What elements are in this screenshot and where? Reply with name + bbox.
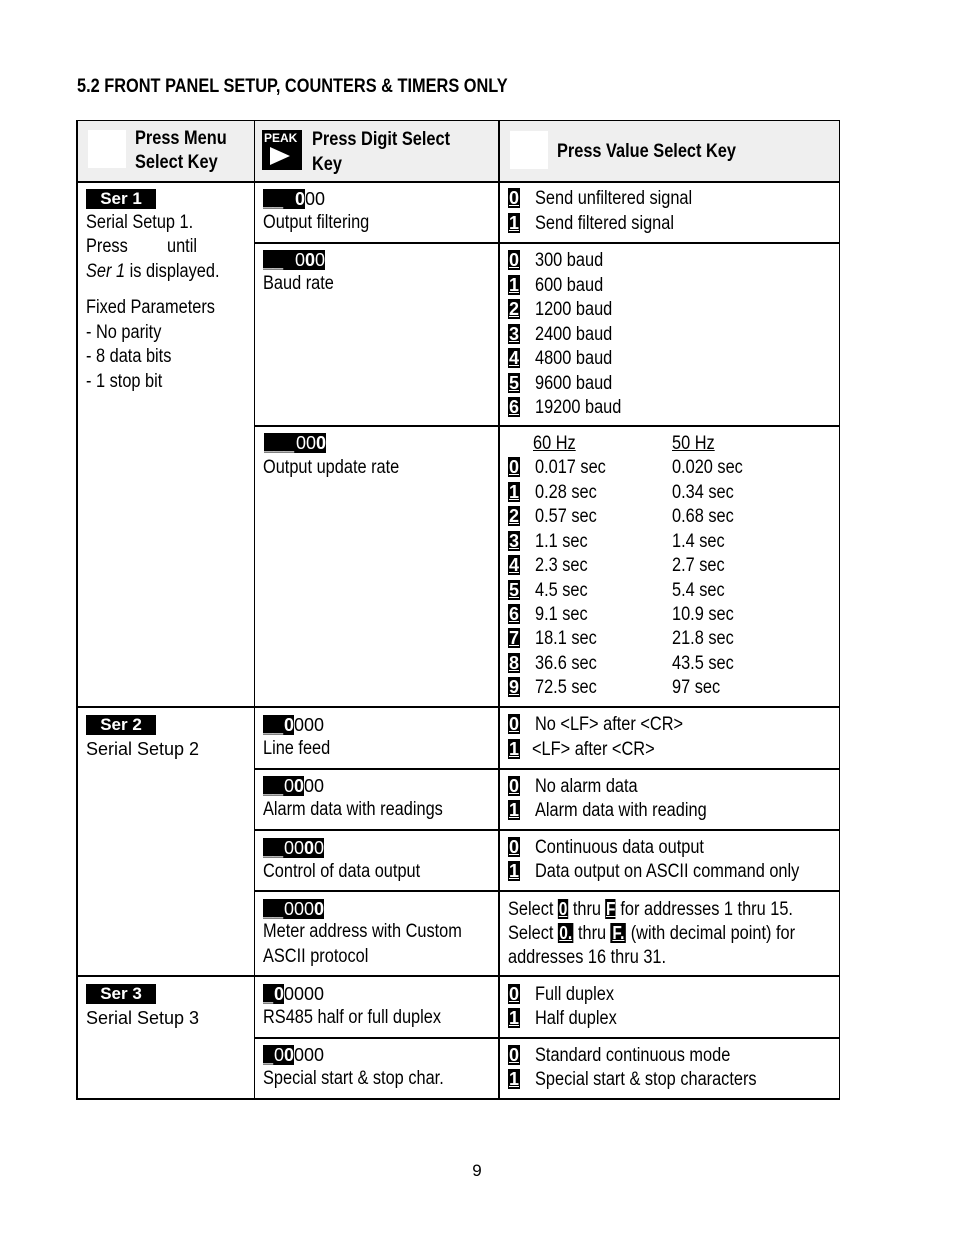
value-60hz: 2.3 sec — [535, 555, 588, 576]
value-digit: 2 — [508, 299, 519, 319]
value-label: 19200 baud — [535, 397, 622, 418]
value-option — [508, 860, 800, 885]
value-digit: 0 — [508, 188, 519, 208]
header-col2-line2: Key — [312, 154, 342, 175]
value-60hz: 0.28 sec — [535, 482, 597, 503]
value-60hz: 0.57 sec — [535, 506, 597, 527]
ser1-fixed-title: Fixed Parameters — [86, 297, 215, 318]
value-label: 300 baud — [535, 250, 604, 271]
display-seg: 0 — [295, 250, 306, 270]
value-digit: 3 — [508, 324, 519, 344]
value-60hz: 36.6 sec — [535, 653, 597, 674]
value-50hz: 5.4 sec — [672, 580, 725, 601]
ser1-until: until — [167, 236, 197, 257]
value-label: Half duplex — [535, 1008, 617, 1029]
value-digit: 0 — [558, 899, 568, 919]
value-50hz: 0.34 sec — [672, 482, 734, 503]
menu-key-icon — [88, 130, 126, 168]
row-name-line2: ASCII protocol — [263, 946, 369, 967]
ser3-badge: Ser 3 — [86, 984, 156, 1004]
table-border — [77, 120, 840, 121]
value-option — [508, 530, 828, 555]
value-digit: 6 — [508, 397, 519, 417]
row-divider — [254, 829, 840, 831]
value-option — [508, 298, 613, 323]
value-digit: 0 — [508, 984, 519, 1004]
value-digit: 2 — [508, 506, 519, 526]
value-label: Continuous data output — [535, 837, 704, 858]
value-digit: 1 — [508, 861, 519, 881]
row-name: Output update rate — [263, 457, 400, 478]
value-digit: F. — [612, 923, 625, 943]
row-divider — [77, 706, 840, 708]
value-digit: 0 — [508, 250, 519, 270]
value-digit: 1 — [508, 213, 519, 233]
value-option — [508, 372, 613, 397]
digit-display — [263, 189, 325, 209]
value-digit: 6 — [508, 604, 519, 624]
value-key-icon — [510, 131, 548, 169]
value-option — [508, 1007, 617, 1032]
address-text: Select — [508, 923, 558, 944]
value-digit: 7 — [508, 628, 519, 648]
value-option — [508, 554, 828, 579]
value-label: <LF> after <CR> — [532, 739, 655, 760]
page-number: 9 — [472, 1161, 482, 1180]
value-option — [508, 505, 828, 530]
display-seg: 0 — [316, 433, 327, 453]
value-label: 9600 baud — [535, 373, 613, 394]
value-50hz: 0.020 sec — [672, 457, 743, 478]
row-name-line1: Meter address with Custom — [263, 921, 462, 942]
ser1-press: Press — [86, 236, 128, 257]
value-option — [508, 456, 828, 481]
display-seg: 0 — [294, 776, 305, 796]
value-60hz: 9.1 sec — [535, 604, 588, 625]
value-digit: 1 — [508, 800, 519, 820]
digit-display — [263, 984, 324, 1004]
value-digit: 1 — [508, 275, 519, 295]
display-seg: 0 — [314, 838, 325, 858]
address-text: thru — [573, 923, 611, 944]
row-name: Control of data output — [263, 861, 421, 882]
display-seg: 00 — [296, 433, 317, 453]
value-option — [508, 713, 684, 738]
display-seg: 0 — [305, 250, 316, 270]
value-digit: 0 — [508, 714, 519, 734]
value-digit: 8 — [508, 653, 519, 673]
value-option — [508, 799, 707, 824]
value-digit: 9 — [508, 677, 519, 697]
value-50hz: 21.8 sec — [672, 628, 734, 649]
ser3-label: Serial Setup 3 — [86, 1008, 200, 1028]
address-text: for addresses 1 thru 15. — [615, 899, 793, 920]
value-option — [508, 187, 693, 212]
row-name: Line feed — [263, 738, 331, 759]
ser1-display-line — [86, 260, 220, 285]
header-col1-line1: Press Menu — [135, 128, 227, 149]
row-name: Output filtering — [263, 212, 370, 233]
value-label: 1200 baud — [535, 299, 613, 320]
digit-display — [264, 433, 326, 453]
value-digit: 0 — [508, 837, 519, 857]
value-label: Send filtered signal — [535, 213, 674, 234]
ser1-badge: Ser 1 — [86, 189, 156, 209]
value-label: Full duplex — [535, 984, 615, 1005]
value-option — [508, 212, 674, 237]
header-col3-label: Press Value Select Key — [557, 141, 736, 162]
address-text: thru — [568, 899, 606, 920]
value-option — [508, 274, 604, 299]
display-seg: __ — [263, 715, 284, 735]
row-name: RS485 half or full duplex — [263, 1007, 442, 1028]
value-digit: F — [605, 899, 616, 919]
display-seg: 0 — [284, 776, 295, 796]
value-option — [508, 481, 828, 506]
display-seg: 0 — [274, 1045, 285, 1065]
value-60hz: 18.1 sec — [535, 628, 597, 649]
header-col1-line2: Select Key — [135, 152, 218, 173]
value-60hz: 72.5 sec — [535, 677, 597, 698]
value-label: 4800 baud — [535, 348, 613, 369]
table-border — [498, 120, 500, 1100]
section-title: 5.2 FRONT PANEL SETUP, COUNTERS & TIMERS ONLY — [77, 76, 508, 97]
value-digit: 1 — [508, 482, 519, 502]
digit-display — [263, 838, 324, 858]
digit-display — [263, 1045, 324, 1065]
value-option — [508, 347, 613, 372]
header-col2-line1: Press Digit Select — [312, 129, 451, 150]
display-seg: 00 — [284, 838, 305, 858]
ser1-fixed-databits: - 8 data bits — [86, 346, 172, 367]
value-label: 600 baud — [535, 275, 604, 296]
address-line2 — [508, 922, 795, 947]
address-line3: addresses 16 thru 31. — [508, 947, 667, 968]
row-divider — [254, 242, 840, 244]
peak-key-icon — [262, 130, 302, 170]
value-digit: 0. — [559, 923, 573, 943]
value-digit: 1 — [508, 739, 519, 759]
display-seg: _ — [263, 984, 274, 1004]
value-option — [508, 603, 828, 628]
ser1-fixed-parity: - No parity — [86, 322, 162, 343]
value-option — [508, 775, 638, 800]
table-border — [254, 120, 255, 1100]
value-50hz: 1.4 sec — [672, 531, 725, 552]
row-name: Alarm data with readings — [263, 799, 443, 820]
display-seg: 0 — [314, 899, 325, 919]
display-seg: 0 — [295, 189, 306, 209]
value-label: Send unfiltered signal — [535, 188, 693, 209]
value-option — [508, 1044, 731, 1069]
table-border — [839, 120, 840, 1100]
value-option — [508, 836, 704, 861]
display-seg: 00 — [305, 189, 326, 209]
value-option — [508, 627, 828, 652]
value-label: No alarm data — [535, 776, 638, 797]
value-label: No <LF> after <CR> — [535, 714, 684, 735]
value-digit: 3 — [508, 531, 519, 551]
value-digit: 1 — [508, 1069, 519, 1089]
ser1-description: Serial Setup 1. — [86, 212, 194, 233]
value-50hz: 10.9 sec — [672, 604, 734, 625]
row-name: Baud rate — [263, 273, 334, 294]
digit-display — [263, 776, 324, 796]
value-option — [508, 676, 828, 701]
value-option — [508, 652, 828, 677]
row-divider — [254, 768, 840, 770]
value-digit: 0 — [508, 776, 519, 796]
table-border — [77, 181, 840, 183]
digit-display — [263, 715, 324, 735]
value-label: Standard continuous mode — [535, 1045, 731, 1066]
display-seg: _ — [263, 1045, 274, 1065]
value-50hz: 0.68 sec — [672, 506, 734, 527]
value-60hz: 1.1 sec — [535, 531, 588, 552]
value-50hz: 43.5 sec — [672, 653, 734, 674]
value-50hz: 97 sec — [672, 677, 721, 698]
display-seg: 0 — [304, 838, 315, 858]
display-seg: 000 — [294, 715, 325, 735]
display-seg: __ — [263, 776, 284, 796]
row-divider — [254, 1037, 840, 1039]
hz-60-header: 60 Hz — [533, 433, 576, 454]
value-60hz: 0.017 sec — [535, 457, 606, 478]
value-digit: 4 — [508, 555, 519, 575]
table-border — [76, 120, 78, 1100]
value-option — [508, 738, 655, 763]
display-seg: 0 — [284, 715, 295, 735]
value-option — [508, 983, 615, 1008]
peak-key-label: PEAK — [264, 131, 298, 145]
display-seg: 0000 — [284, 984, 325, 1004]
display-seg: 0 — [284, 1045, 295, 1065]
value-label: 2400 baud — [535, 324, 613, 345]
value-option — [508, 249, 604, 274]
ser1-display-name: Ser 1 — [86, 261, 126, 282]
display-seg: __ — [263, 250, 295, 270]
display-seg: 0 — [315, 250, 326, 270]
value-label: Special start & stop characters — [535, 1069, 757, 1090]
display-seg: __ — [263, 899, 284, 919]
digit-display — [263, 250, 325, 270]
value-digit: 5 — [508, 373, 519, 393]
display-seg: 0 — [274, 984, 285, 1004]
value-digit: 5 — [508, 580, 519, 600]
value-label: Data output on ASCII command only — [535, 861, 800, 882]
display-seg: __ — [263, 189, 295, 209]
row-divider — [77, 975, 840, 977]
digit-display — [263, 899, 324, 919]
ser2-badge: Ser 2 — [86, 715, 156, 735]
value-option — [508, 1068, 757, 1093]
ser1-display-suffix: is displayed. — [125, 261, 220, 282]
display-seg: 00 — [304, 776, 325, 796]
value-digit: 0 — [508, 1045, 519, 1065]
value-digit: 0 — [508, 457, 519, 477]
hz-50-header: 50 Hz — [672, 433, 715, 454]
display-seg: __ — [263, 838, 284, 858]
display-seg: 000 — [284, 899, 315, 919]
value-60hz: 4.5 sec — [535, 580, 588, 601]
ser2-label: Serial Setup 2 — [86, 739, 200, 759]
address-text: (with decimal point) for — [626, 923, 796, 944]
ser1-fixed-stopbit: - 1 stop bit — [86, 371, 163, 392]
display-seg: 000 — [294, 1045, 325, 1065]
value-option — [508, 579, 828, 604]
value-50hz: 2.7 sec — [672, 555, 725, 576]
display-seg: ___ — [264, 433, 295, 453]
address-text: Select — [508, 899, 558, 920]
hz-header-row — [508, 432, 828, 457]
row-divider — [254, 890, 840, 892]
value-option — [508, 323, 613, 348]
row-divider — [254, 425, 840, 427]
value-digit: 4 — [508, 348, 519, 368]
value-digit: 1 — [508, 1008, 519, 1028]
row-name: Special start & stop char. — [263, 1068, 444, 1089]
value-label: Alarm data with reading — [535, 800, 707, 821]
value-option — [508, 396, 622, 421]
address-line1 — [508, 898, 793, 923]
table-border — [77, 1098, 840, 1100]
